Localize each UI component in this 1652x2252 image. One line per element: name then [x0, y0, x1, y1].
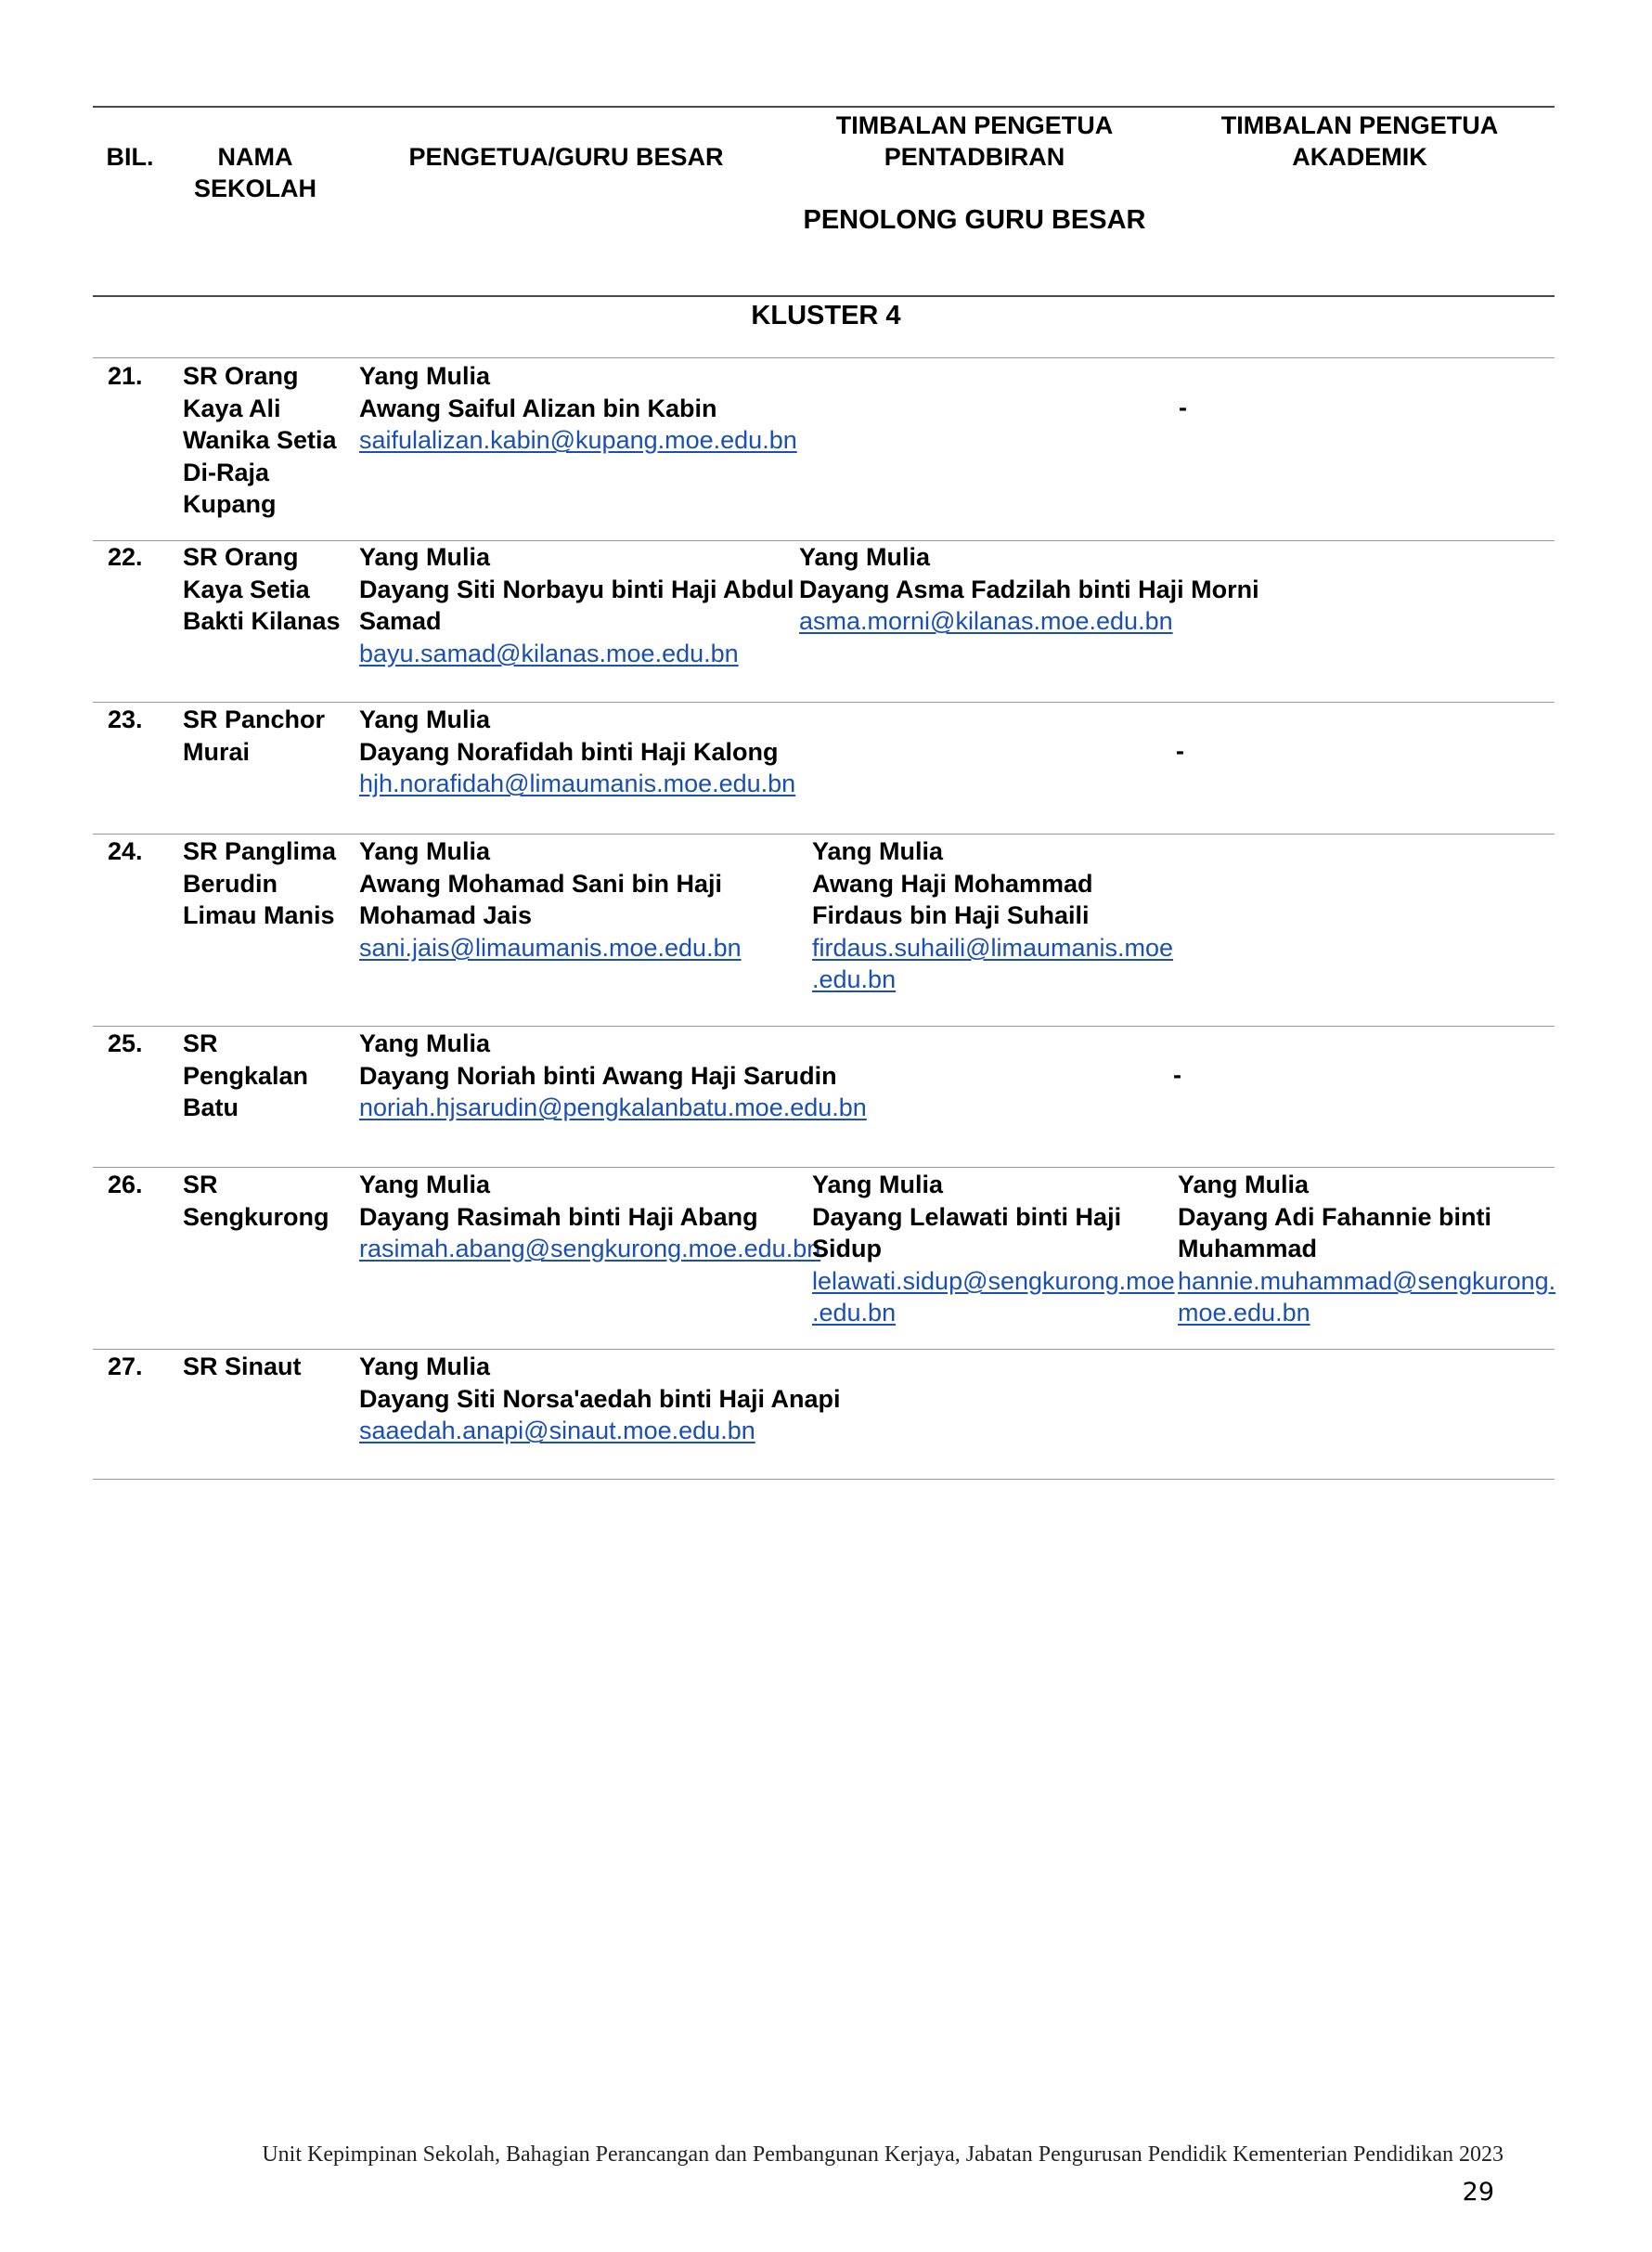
header-penolong: PENOLONG GURU BESAR	[803, 205, 1146, 235]
row-bil: 23.	[108, 705, 143, 733]
header-bottom-rule	[93, 295, 1555, 297]
empty-dash: -	[1179, 394, 1187, 421]
row-school-name: SR Sinaut	[183, 1352, 302, 1380]
row-head-teacher: Yang Mulia Dayang Siti Norsa'aedah binti Haji Anapi saaedah.anapi@sinaut.moe.edu.bn	[359, 1351, 841, 1447]
email-link[interactable]: lelawati.sidup@sengkurong.moe	[812, 1266, 1175, 1295]
row-head-teacher: Yang Mulia Awang Saiful Alizan bin Kabin saifulalizan.kabin@kupang.moe.edu.bn	[359, 360, 797, 457]
row-head-teacher: Yang Mulia Dayang Siti Norbayu binti Haji Abdul Samad bayu.samad@kilanas.moe.edu.bn	[359, 541, 794, 669]
header-timbalan-pentadbiran: TIMBALAN PENGETUA PENTADBIRAN	[835, 111, 1114, 171]
email-link[interactable]: rasimah.abang@sengkurong.moe.edu.bn	[359, 1235, 821, 1263]
row-bil: 22.	[108, 543, 143, 571]
table-bottom-rule	[93, 1479, 1555, 1480]
row-deputy: Yang Mulia Dayang Lelawati binti Haji Sidup lelawati.sidup@sengkurong.moe .edu.bn	[812, 1169, 1175, 1329]
row-school-name: SR Panchor Murai	[183, 705, 326, 766]
row-bil: 25.	[108, 1029, 143, 1057]
row-divider	[93, 1167, 1555, 1168]
row-head-teacher: Yang Mulia Awang Mohamad Sani bin Haji Mohamad Jais sani.jais@limaumanis.moe.edu.bn	[359, 835, 742, 964]
email-link[interactable]: firdaus.suhaili@limaumanis.moe	[812, 933, 1174, 962]
email-link[interactable]: sani.jais@limaumanis.moe.edu.bn	[359, 933, 742, 962]
email-link[interactable]: noriah.hjsarudin@pengkalanbatu.moe.edu.bn	[359, 1094, 867, 1122]
row-deputy: Yang Mulia Dayang Asma Fadzilah binti Haji Morni asma.morni@kilanas.moe.edu.bn	[799, 541, 1259, 638]
page-number: 29	[1462, 2178, 1494, 2207]
row-school-name: SR Orang Kaya Setia Bakti Kilanas	[183, 543, 341, 636]
row-academic-deputy: Yang Mulia Dayang Adi Fahannie binti Muhammad hannie.muhammad@sengkurong. moe.edu.bn	[1178, 1169, 1555, 1329]
row-head-teacher: Yang Mulia Dayang Noriah binti Awang Haji Sarudin noriah.hjsarudin@pengkalanbatu.moe.edu.bn	[359, 1028, 867, 1124]
row-divider	[93, 702, 1555, 703]
email-link[interactable]: asma.morni@kilanas.moe.edu.bn	[799, 607, 1173, 636]
page-footer: Unit Kepimpinan Sekolah, Bahagian Perancangan dan Pembangunan Kerjaya, Jabatan Pengurusan Pendidik Kementerian Pendidikan 2023	[262, 2142, 1504, 2167]
header-pengetua: PENGETUA/GURU BESAR	[408, 143, 724, 171]
email-link[interactable]: moe.edu.bn	[1178, 1299, 1310, 1327]
email-link[interactable]: saaedah.anapi@sinaut.moe.edu.bn	[359, 1417, 755, 1445]
empty-dash: -	[1176, 737, 1184, 765]
cluster-rule	[93, 357, 1555, 358]
row-bil: 21.	[108, 362, 143, 390]
row-bil: 27.	[108, 1352, 143, 1380]
email-link[interactable]: bayu.samad@kilanas.moe.edu.bn	[359, 639, 739, 667]
row-school-name: SR Panglima Berudin Limau Manis	[183, 837, 337, 930]
row-head-teacher: Yang Mulia Dayang Rasimah binti Haji Abang rasimah.abang@sengkurong.moe.edu.bn	[359, 1169, 820, 1265]
row-school-name: SR Pengkalan Batu	[183, 1029, 309, 1122]
email-link[interactable]: .edu.bn	[812, 965, 897, 994]
row-head-teacher: Yang Mulia Dayang Norafidah binti Haji Kalong hjh.norafidah@limaumanis.moe.edu.bn	[359, 704, 795, 800]
header-timbalan-akademik: TIMBALAN PENGETUA AKADEMIK	[1220, 111, 1499, 171]
cluster-title: KLUSTER 4	[751, 301, 901, 330]
email-link[interactable]: hjh.norafidah@limaumanis.moe.edu.bn	[359, 770, 796, 798]
row-divider	[93, 1026, 1555, 1027]
row-bil: 26.	[108, 1171, 143, 1198]
row-bil: 24.	[108, 837, 143, 865]
email-link[interactable]: saifulalizan.kabin@kupang.moe.edu.bn	[359, 426, 797, 455]
header-nama-sekolah: NAMA SEKOLAH	[193, 143, 316, 202]
email-link[interactable]: .edu.bn	[812, 1299, 897, 1327]
row-school-name: SR Orang Kaya Ali Wanika Setia Di-Raja Kupang	[183, 362, 337, 519]
row-school-name: SR Sengkurong	[183, 1171, 329, 1231]
row-divider	[93, 1349, 1555, 1350]
header-bil: BIL.	[106, 143, 154, 171]
table-top-rule	[93, 106, 1555, 108]
row-divider	[93, 834, 1555, 835]
row-deputy: Yang Mulia Awang Haji Mohammad Firdaus bin Haji Suhaili firdaus.suhaili@limaumanis.moe .edu.bn	[812, 835, 1173, 996]
email-link[interactable]: hannie.muhammad@sengkurong.	[1178, 1266, 1556, 1295]
empty-dash: -	[1173, 1061, 1181, 1089]
